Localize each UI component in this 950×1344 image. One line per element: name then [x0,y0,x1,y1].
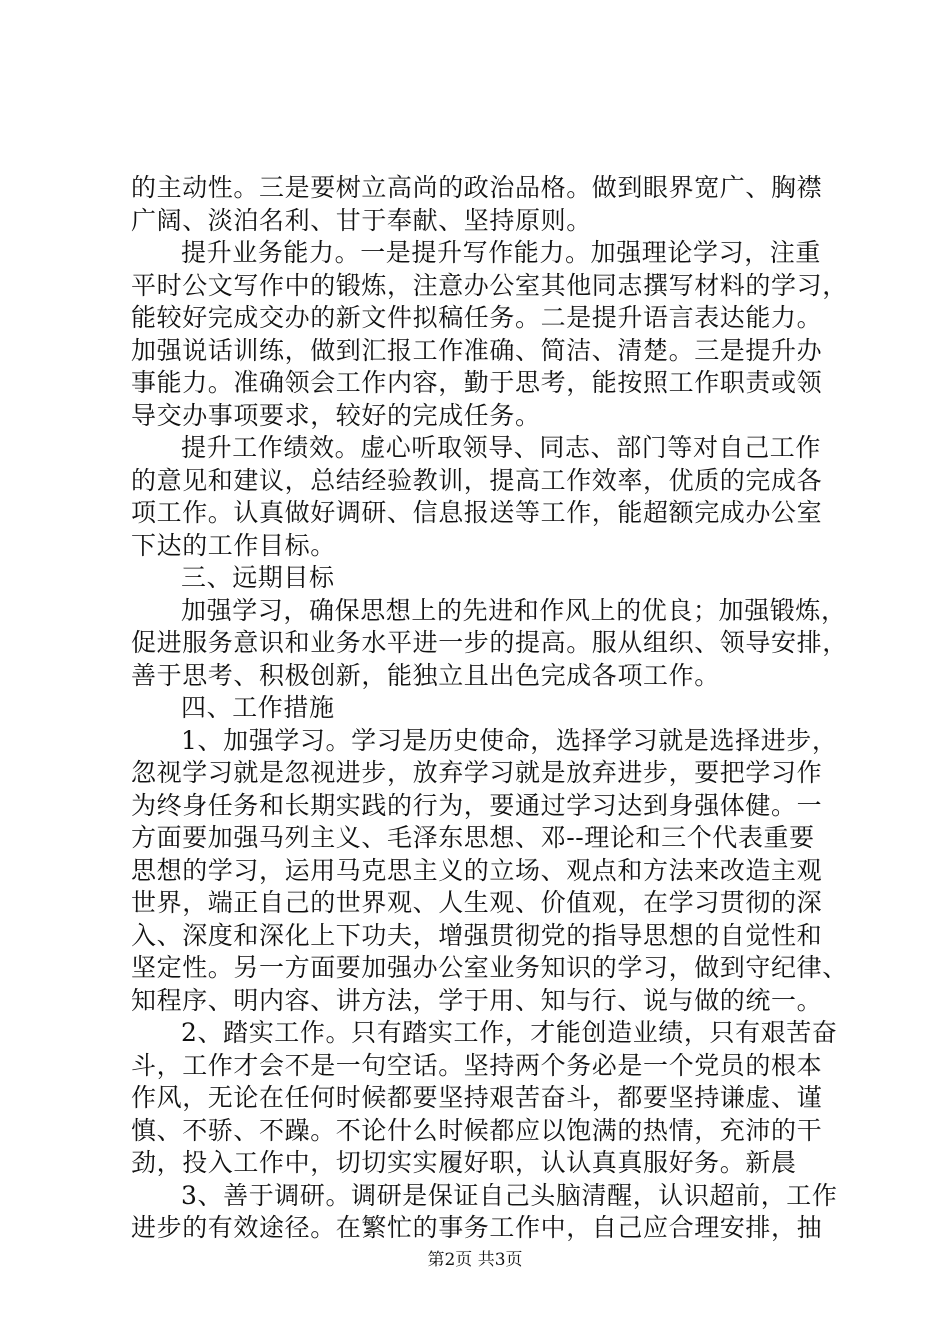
text-line: 为终身任务和长期实践的行为，要通过学习达到身强体健。一 [131,790,823,820]
text-line: 促进服务意识和业务水平进一步的提高。服从组织、领导安排， [131,628,848,657]
page-footer: 第2页 共3页 [427,1250,523,1270]
text-line: 作风，无论在任何时候都要坚持艰苦奋斗，都要坚持谦虚、谨 [131,1083,823,1112]
text-line: 世界，端正自己的世界观、人生观、价值观，在学习贯彻的深 [131,888,823,917]
text-line: 项工作。认真做好调研、信息报送等工作，能超额完成办公室 [131,498,823,527]
text-line: 导交办事项要求，较好的完成任务。 [131,400,541,430]
text-line: 下达的工作目标。 [131,530,336,560]
text-line: 入、深度和深化上下功夫，增强贯彻党的指导思想的自觉性和 [131,920,823,950]
text-line: 忽视学习就是忽视进步，放弃学习就是放弃进步，要把学习作 [131,758,823,787]
text-line: 知程序、明内容、讲方法，学于用、知与行、说与做的统一。 [131,985,823,1015]
text-line: 慎、不骄、不躁。不论什么时候都应以饱满的热情，充沛的干 [131,1115,823,1145]
text-line: 善于思考、积极创新，能独立且出色完成各项工作。 [131,660,720,690]
text-line: 事能力。准确领会工作内容，勤于思考，能按照工作职责或领 [131,368,823,397]
text-line: 思想的学习，运用马克思主义的立场、观点和方法来改造主观 [131,855,823,885]
text-line: 3、善于调研。调研是保证自己头脑清醒，认识超前，工作 [181,1180,838,1210]
text-line: 广阔、淡泊名利、甘于奉献、坚持原则。 [131,205,592,235]
text-line: 提升工作绩效。虚心听取领导、同志、部门等对自己工作 [181,433,822,462]
text-line: 1、加强学习。学习是历史使命，选择学习就是选择进步， [181,725,838,755]
text-line: 加强说话训练，做到汇报工作准确、简洁、清楚。三是提升办 [131,335,823,365]
text-line: 四、工作措施 [181,693,335,722]
text-line: 2、踏实工作。只有踏实工作，才能创造业绩，只有艰苦奋 [181,1018,838,1047]
text-line: 能较好完成交办的新文件拟稿任务。二是提升语言表达能力。 [131,303,823,332]
text-line: 平时公文写作中的锻炼，注意办公室其他同志撰写材料的学习， [131,270,848,300]
text-line: 的意见和建议，总结经验教训，提高工作效率，优质的完成各 [131,465,823,495]
text-line: 提升业务能力。一是提升写作能力。加强理论学习，注重 [181,238,822,267]
text-line: 方面要加强马列主义、毛泽东思想、邓--理论和三个代表重要 [131,823,815,852]
text-line: 坚定性。另一方面要加强办公室业务知识的学习，做到守纪律、 [131,953,848,982]
document-body [131,172,848,1245]
text-line: 劲，投入工作中，切切实实履好职，认认真真服好务。新晨 [131,1148,797,1177]
text-line: 进步的有效途径。在繁忙的事务工作中，自己应合理安排，抽 [131,1213,823,1242]
text-line: 三、远期目标 [181,563,335,592]
text-line: 加强学习，确保思想上的先进和作风上的优良；加强锻炼， [181,595,847,625]
text-line: 的主动性。三是要树立高尚的政治品格。做到眼界宽广、胸襟 [131,173,823,202]
text-line: 斗，工作才会不是一句空话。坚持两个务必是一个党员的根本 [131,1050,823,1080]
